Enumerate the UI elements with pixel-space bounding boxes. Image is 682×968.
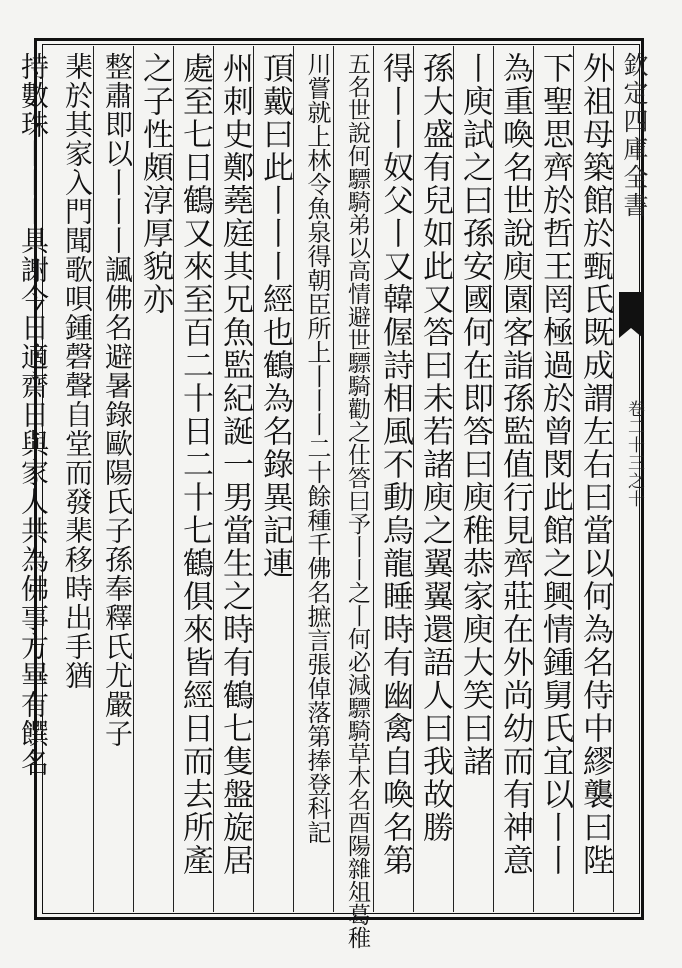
text-column-9: 頂戴曰此丨丨丨經也鶴為名錄異記連 [257,52,293,580]
edge-title: 欽定四庫全書 [620,52,649,220]
text-column-15: 持數珠丨丨丨具謝今日適齋日與家人共為佛事方畢有饌名 [17,52,50,777]
text-column-3: 為重喚名世說庾園客詣孫監值行見齊莊在外尚幼而有神意 [497,52,533,877]
text-column-5: 孫大盛有兒如此又答曰未若諸庾之翼翼還語人曰我故勝 [417,52,453,844]
text-column-6: 得丨丨奴父丨又韓偓詩相風不動烏龍睡時有幽禽自喚名第 [377,52,413,877]
text-column-2: 下聖思齊於哲王罔極過於曾閔此館之興情鍾舅氏宜以丨丨 [537,52,573,877]
text-column-13: 整肅即以丨丨丨諷佛名避暑錄歐陽氏子孫奉釋氏尤嚴子 [101,52,134,748]
text-column-4: 丨庾試之曰孫安國何在即答曰庾稚恭家庾大笑曰諸 [457,52,493,778]
text-column-10: 州刺史鄭蕘庭其兄魚監紀誕一男當生之時有鶴七隻盤旋居 [217,52,253,877]
text-column-1: 外祖母築館於甄氏既成謂左右曰當以何為名侍中繆襲曰陛 [577,52,613,877]
text-column-8: 川嘗就上林令魚泉得朝臣所上丨丨丨二十餘種千佛名摭言張倬落第捧登科記 [303,52,331,844]
text-column-12: 之子性頗淳厚貌亦 [137,52,173,316]
volume-label: 卷二十三之十 [624,400,644,508]
fishtail-mark [619,292,643,328]
text-column-7: 五名世說何驃騎弟以高情避世驃騎勸之仕答曰予丨丨之丨何必減驃騎草木名酉陽雜俎葛稚 [344,52,370,949]
text-column-11: 處至七日鶴又來至百二十日二十七鶴俱來皆經日而去所產 [177,52,213,877]
text-column-14: 棐於其家入門聞歌唄鍾磬聲自堂而發棐移時出手猶 [61,52,94,690]
